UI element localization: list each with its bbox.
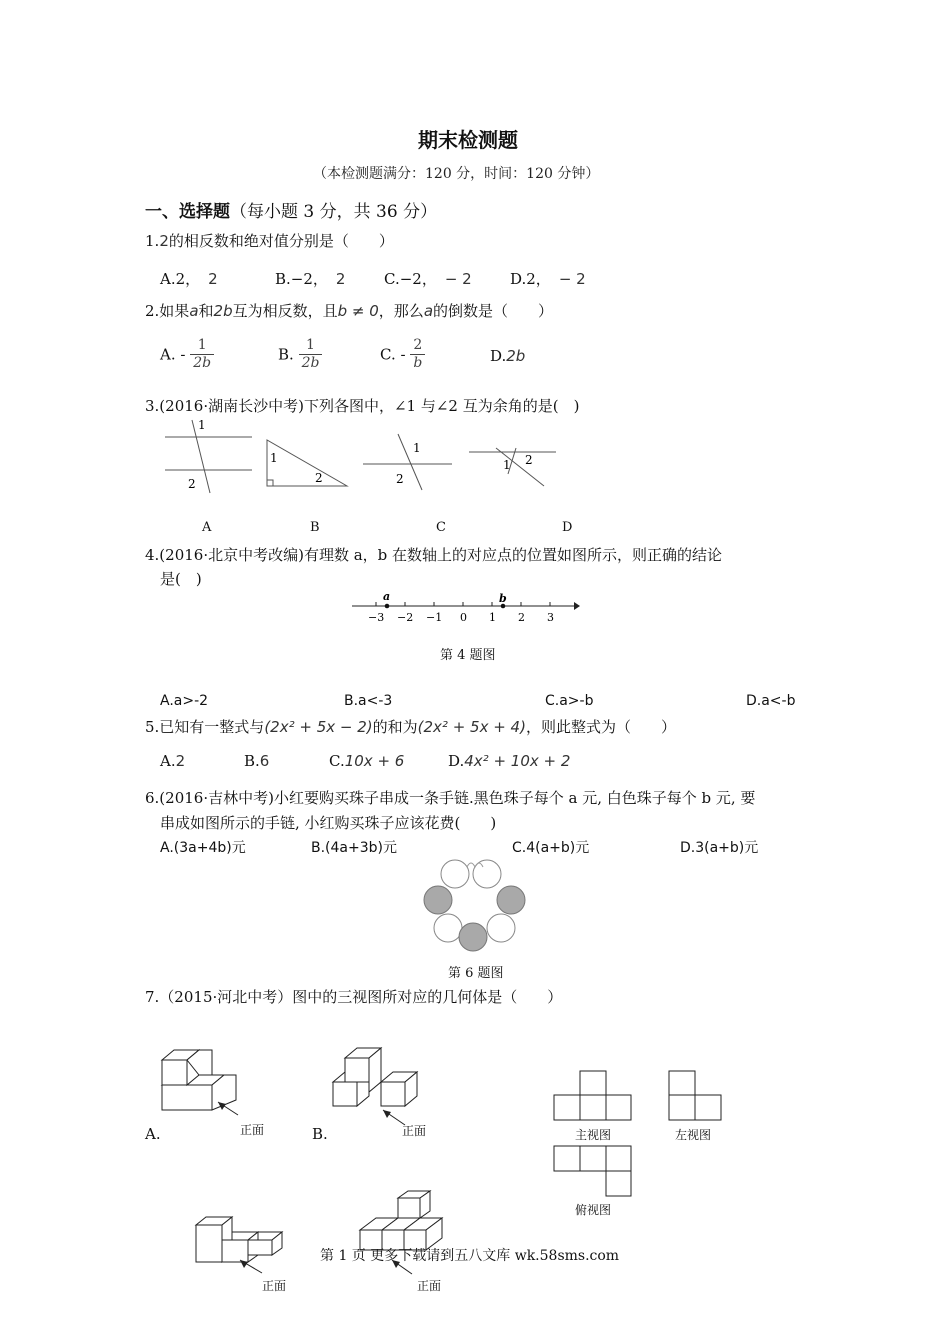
q6-figure-caption: 第 6 题图 [448, 966, 504, 981]
question-7-stem: 7.（2015·河北中考）图中的三视图所对应的几何体是（ ） [145, 988, 563, 1006]
axis-tick-label: −1 [426, 611, 443, 624]
question-4-stem-line1: 4.(2016·北京中考改编)有理数 a，b 在数轴上的对应点的位置如图所示，则正确的结论 [145, 546, 723, 564]
q6-option-c: C.4(a+b)元 [512, 840, 590, 856]
front-label: 正面 [417, 1279, 442, 1293]
axis-tick-label: 1 [489, 611, 496, 624]
q7-option-a-label: A. [145, 1125, 161, 1143]
q2-option-c: C. - $\frac{2}{b}$ [380, 337, 425, 372]
angle-label-1: 1 [413, 441, 421, 455]
q2-option-b: B. $\frac{1}{2b}$ [278, 337, 322, 372]
top-view-label: 俯视图 [575, 1203, 612, 1217]
q6-option-a: A.(3a+4b)元 [160, 840, 246, 856]
q3-option-c: C [436, 520, 446, 535]
front-label: 正面 [402, 1124, 427, 1138]
q5-option-c: C.10x + 6 [329, 752, 405, 770]
solid-c [190, 1210, 310, 1290]
top-view [553, 1145, 633, 1197]
q3-figure-c [360, 430, 455, 492]
q4-option-b: B.a<-3 [344, 693, 393, 709]
q4-option-d: D.a<-b [746, 693, 796, 709]
q6-option-b: B.(4a+3b)元 [311, 840, 397, 856]
q4-option-a: A.a>-2 [160, 693, 209, 709]
q2-option-d: D.2b [490, 347, 526, 365]
angle-label-1: 1 [503, 458, 511, 472]
q6-option-d: D.3(a+b)元 [680, 840, 759, 856]
q5-option-a: A.2 [160, 752, 186, 770]
q3-option-b: B [310, 520, 320, 535]
q1-option-c: C.−2， − 2 [384, 270, 472, 288]
q4-figure-caption: 第 4 题图 [440, 648, 496, 663]
q1-option-d: D.2， − 2 [510, 270, 586, 288]
bead-white [434, 914, 462, 942]
question-1-stem: 1.2的相反数和绝对值分别是（ ） [145, 232, 394, 250]
angle-label-2: 2 [525, 453, 533, 467]
bead-white [441, 860, 469, 888]
q5-option-b: B.6 [244, 752, 270, 770]
question-6-stem-line1: 6.(2016·吉林中考)小红要购买珠子串成一条手链.黑色珠子每个 a 元, 白色珠子每个 b 元, 要 [145, 789, 756, 807]
q2-option-a: A. - $\frac{1}{2b}$ [160, 337, 214, 372]
bead-white [487, 914, 515, 942]
angle-label-1: 1 [198, 418, 206, 432]
question-5-stem: 5.已知有一整式与(2x² + 5x − 2)的和为(2x² + 5x + 4)，则此整式为（ ） [145, 718, 676, 736]
angle-label-1: 1 [270, 451, 278, 465]
page-title: 期末检测题 [418, 128, 518, 152]
q3-figure-a [160, 415, 260, 495]
bead-black [424, 886, 452, 914]
solid-d [350, 1188, 460, 1283]
q1-option-b: B.−2， 2 [275, 270, 346, 288]
point-b-label: b [499, 592, 507, 605]
number-line [350, 588, 580, 626]
question-2-stem: 2.如果a和2b互为相反数，且b ≠ 0，那么a的倒数是（ ） [145, 302, 554, 320]
front-label: 正面 [240, 1123, 265, 1137]
q5-option-d: D.4x² + 10x + 2 [448, 752, 571, 770]
bead-black [497, 886, 525, 914]
axis-tick-label: 0 [460, 611, 467, 624]
exam-info: （本检测题满分：120 分，时间：120 分钟） [313, 166, 600, 182]
question-6-stem-line2: 串成如图所示的手链, 小红购买珠子应该花费( ) [160, 814, 497, 832]
bracelet-figure [415, 855, 530, 955]
point-a [385, 604, 390, 609]
q3-figure-d [466, 446, 561, 491]
q3-figure-b [265, 438, 355, 493]
main-view [553, 1070, 633, 1122]
front-label: 正面 [262, 1279, 287, 1293]
bead-black [459, 923, 487, 951]
axis-tick-label: −3 [368, 611, 385, 624]
q4-option-c: C.a>-b [545, 693, 594, 709]
axis-tick-label: 3 [547, 611, 554, 624]
axis-tick-label: 2 [518, 611, 525, 624]
axis-tick-label: −2 [397, 611, 414, 624]
section-heading: 一、选择题（每小题 3 分，共 36 分） [145, 202, 438, 222]
question-3-stem: 3.(2016·湖南长沙中考)下列各图中，∠1 与∠2 互为余角的是( ) [145, 397, 580, 415]
q3-option-d: D [562, 520, 573, 535]
point-a-label: a [383, 590, 391, 603]
left-view-label: 左视图 [675, 1128, 712, 1142]
q1-option-a: A.2， 2 [160, 270, 218, 288]
main-view-label: 主视图 [575, 1128, 612, 1142]
angle-label-2: 2 [188, 477, 196, 491]
angle-label-2: 2 [315, 471, 323, 485]
angle-label-2: 2 [396, 472, 404, 486]
q3-option-a: A [202, 520, 212, 535]
left-view [668, 1070, 724, 1122]
q7-option-b-label: B. [312, 1125, 328, 1143]
question-4-stem-line2: 是( ) [160, 570, 202, 588]
page-footer: 第 1 页 更多下载请到五八文库 wk.58sms.com [320, 1248, 620, 1264]
